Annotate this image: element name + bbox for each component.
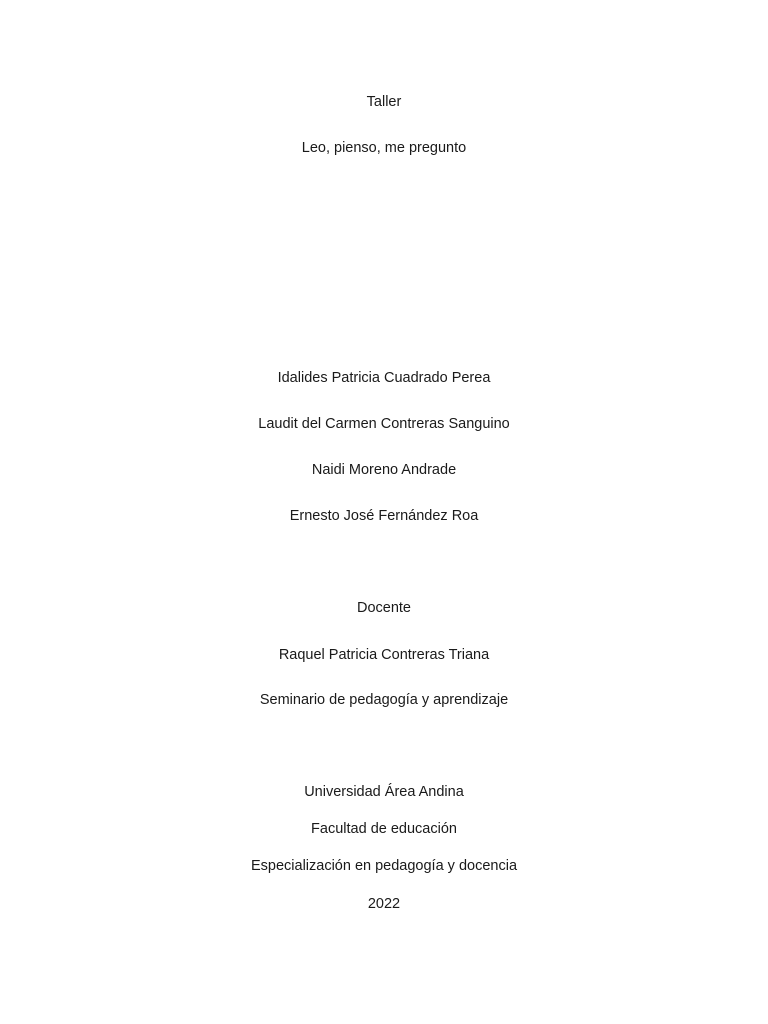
- university-name: Universidad Área Andina: [304, 784, 464, 800]
- program-name: Especialización en pedagogía y docencia: [250, 858, 518, 874]
- document-title: Taller: [366, 94, 402, 110]
- document-year: 2022: [367, 896, 401, 912]
- author-name: Naidi Moreno Andrade: [311, 462, 457, 478]
- teacher-role-label: Docente: [356, 600, 411, 616]
- author-name: Idalides Patricia Cuadrado Perea: [277, 370, 491, 386]
- teacher-name: Raquel Patricia Contreras Triana: [278, 647, 490, 663]
- faculty-name: Facultad de educación: [311, 821, 457, 837]
- author-name: Ernesto José Fernández Roa: [289, 508, 479, 524]
- author-name: Laudit del Carmen Contreras Sanguino: [258, 416, 510, 432]
- course-name: Seminario de pedagogía y aprendizaje: [259, 692, 509, 708]
- document-subtitle: Leo, pienso, me pregunto: [301, 140, 467, 156]
